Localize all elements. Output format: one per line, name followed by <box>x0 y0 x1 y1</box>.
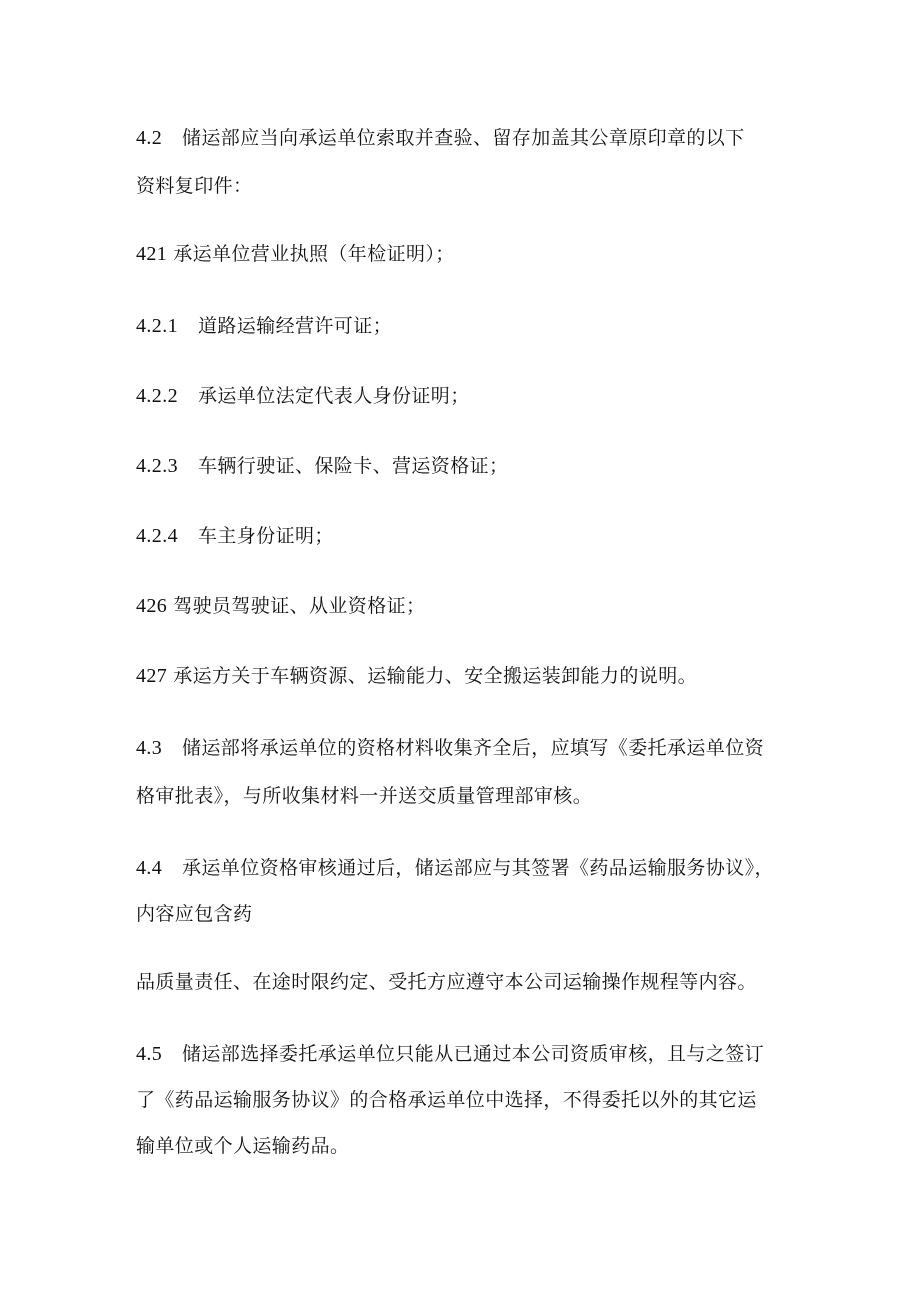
item-text: 车辆行驶证、保险卡、营运资格证； <box>198 455 509 477</box>
paragraph-4-5-line-3 <box>136 1134 796 1158</box>
paragraph-text: 储运部应当向承运单位索取并查验、留存加盖其公章原印章的以下 <box>182 127 745 149</box>
item-4-2-3 <box>136 454 796 478</box>
paragraph-4-5-line-1 <box>136 1042 796 1066</box>
section-number: 421 <box>136 243 168 265</box>
paragraph-4-5-line-2 <box>136 1088 796 1112</box>
item-4-2-1-license <box>136 242 796 266</box>
paragraph-4-2-line-2 <box>136 174 796 198</box>
item-text: 道路运输经营许可证； <box>198 315 393 337</box>
paragraph-4-2-line-1 <box>136 126 796 150</box>
section-number: 4.5 <box>136 1043 163 1065</box>
paragraph-text: 储运部选择委托承运单位只能从已通过本公司资质审核，且与之签订 <box>182 1043 765 1065</box>
paragraph-4-3-line-1 <box>136 736 796 760</box>
paragraph-text: 品质量责任、在途时限约定、受托方应遵守本公司运输操作规程等内容。 <box>136 971 757 993</box>
item-4-2-1 <box>136 314 796 338</box>
section-number: 426 <box>136 595 168 617</box>
item-426 <box>136 594 796 618</box>
item-text: 承运方关于车辆资源、运输能力、安全搬运装卸能力的说明。 <box>173 665 698 687</box>
section-number: 4.2.2 <box>136 385 178 407</box>
item-text: 承运单位营业执照（年检证明）； <box>173 243 455 265</box>
paragraph-text: 储运部将承运单位的资格材料收集齐全后，应填写《委托承运单位资 <box>182 737 765 759</box>
section-number: 4.2 <box>136 127 163 149</box>
paragraph-text: 格审批表》，与所收集材料一并送交质量管理部审核。 <box>136 785 593 807</box>
section-number: 4.3 <box>136 737 163 759</box>
section-number: 4.2.3 <box>136 455 178 477</box>
paragraph-text: 输单位或个人运输药品。 <box>136 1135 350 1157</box>
paragraph-4-4-line-2 <box>136 902 796 926</box>
paragraph-text: 内容应包含药 <box>136 903 253 925</box>
paragraph-text: 承运单位资格审核通过后，储运部应与其签署《药品运输服务协议》， <box>182 857 774 879</box>
paragraph-4-4-line-3 <box>136 970 796 994</box>
section-number: 4.2.4 <box>136 525 178 547</box>
paragraph-4-4-line-1 <box>136 856 796 880</box>
item-text: 驾驶员驾驶证、从业资格证； <box>173 595 426 617</box>
paragraph-text: 资料复印件： <box>136 175 253 197</box>
item-427 <box>136 664 796 688</box>
item-4-2-2 <box>136 384 796 408</box>
paragraph-text: 了《药品运输服务协议》的合格承运单位中选择，不得委托以外的其它运 <box>136 1089 757 1111</box>
section-number: 427 <box>136 665 168 687</box>
item-4-2-4 <box>136 524 796 548</box>
section-number: 4.4 <box>136 857 163 879</box>
paragraph-4-3-line-2 <box>136 784 796 808</box>
item-text: 车主身份证明； <box>198 525 334 547</box>
item-text: 承运单位法定代表人身份证明； <box>198 385 470 407</box>
section-number: 4.2.1 <box>136 315 178 337</box>
